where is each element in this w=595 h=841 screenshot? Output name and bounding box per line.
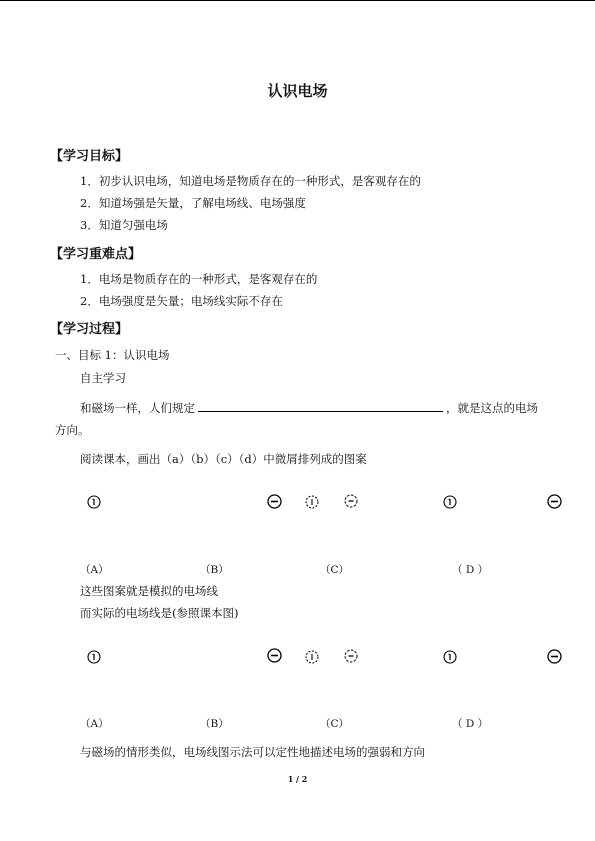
positive-charge-icon <box>443 650 457 664</box>
negative-charge-icon <box>344 494 358 508</box>
figure-label-b: （B） <box>200 564 229 576</box>
negative-charge-icon <box>267 648 281 662</box>
goal-item-2: 2．知道场强是矢量，了解电场线、电场强度 <box>80 196 306 210</box>
simulation-note: 这些图案就是模拟的电场线 <box>80 584 218 598</box>
positive-charge-icon <box>87 650 101 664</box>
reading-instruction: 阅读课本，画出（a）（b）（c）（d）中微屑排列成的图案 <box>80 452 367 466</box>
key-point-item-1: 1．电场是物质存在的一种形式，是客观存在的 <box>80 272 318 286</box>
top-rule <box>0 0 595 1</box>
actual-field-note: 而实际的电场线是(参照课本图) <box>80 606 239 620</box>
positive-charge-icon <box>305 495 319 509</box>
negative-charge-icon <box>547 649 561 663</box>
positive-charge-icon <box>305 650 319 664</box>
fill-in-prefix: 和磁场一样，人们规定 <box>80 401 195 415</box>
fill-in-continuation: 方向。 <box>55 423 90 437</box>
conclusion-text: 与磁场的情形类似，电场线图示法可以定性地描述电场的强弱和方向 <box>80 745 425 759</box>
figure-label-a: （A） <box>80 564 109 576</box>
figure-label-b: （B） <box>200 718 229 730</box>
positive-charge-icon <box>87 495 101 509</box>
positive-charge-icon <box>443 495 457 509</box>
figure-label-c: （C） <box>320 718 350 730</box>
figure-label-d: （ D ） <box>452 564 489 576</box>
goal-item-1: 1．初步认识电场，知道电场是物质存在的一种形式，是客观存在的 <box>80 174 421 188</box>
process-heading: 【学习过程】 <box>50 322 129 337</box>
answer-blank[interactable] <box>198 400 443 412</box>
key-points-heading: 【学习重难点】 <box>50 247 142 262</box>
self-study-label: 自主学习 <box>80 371 126 385</box>
figure-label-c: （C） <box>320 564 350 576</box>
goal-1-subheading: 一、目标 1：认识电场 <box>55 348 170 362</box>
key-point-item-2: 2．电场强度是矢量；电场线实际不存在 <box>80 294 283 308</box>
figure-label-d: （ D ） <box>452 718 489 730</box>
goal-item-3: 3．知道匀强电场 <box>80 218 168 232</box>
fill-in-sentence <box>80 400 538 415</box>
document-title: 认识电场 <box>267 82 328 100</box>
fill-in-suffix: ，就是这点的电场 <box>446 401 538 415</box>
page-number: 1 / 2 <box>287 774 308 784</box>
goals-heading: 【学习目标】 <box>50 149 129 164</box>
figure-label-a: （A） <box>80 718 109 730</box>
negative-charge-icon <box>547 494 561 508</box>
negative-charge-icon <box>344 649 358 663</box>
negative-charge-icon <box>267 494 281 508</box>
